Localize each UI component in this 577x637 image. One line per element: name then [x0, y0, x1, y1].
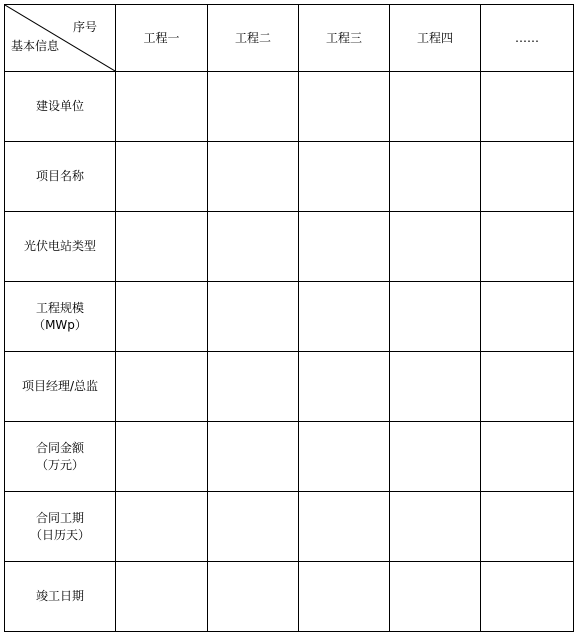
empty-cell: [390, 142, 481, 212]
empty-cell: [481, 492, 574, 562]
empty-cell: [390, 282, 481, 352]
empty-cell: [299, 562, 390, 632]
empty-cell: [299, 142, 390, 212]
empty-cell: [390, 422, 481, 492]
empty-cell: [116, 142, 208, 212]
empty-cell: [208, 352, 299, 422]
row-header-cell: [5, 492, 116, 562]
table-row: [5, 352, 574, 422]
row-label-unit: （万元）: [35, 457, 84, 472]
corner-label-basic-info: 基本信息: [11, 39, 60, 53]
row-label: 建设单位: [35, 99, 84, 113]
empty-cell: [481, 72, 574, 142]
empty-cell: [208, 212, 299, 282]
header-row: [5, 5, 574, 72]
empty-cell: [390, 562, 481, 632]
column-header-1: 工程一: [116, 5, 208, 72]
empty-cell: [299, 422, 390, 492]
empty-cell: [481, 352, 574, 422]
row-header-cell: [5, 352, 116, 422]
row-label: 工程规模: [35, 300, 84, 315]
empty-cell: [208, 282, 299, 352]
empty-cell: [208, 72, 299, 142]
row-label: 项目名称: [35, 169, 84, 183]
corner-label-serial: 序号: [72, 20, 97, 34]
row-header-cell: [5, 142, 116, 212]
empty-cell: [390, 492, 481, 562]
empty-cell: [390, 352, 481, 422]
table-row: [5, 212, 574, 282]
table-row: [5, 72, 574, 142]
row-header-cell: [5, 72, 116, 142]
row-header-cell: [5, 212, 116, 282]
empty-cell: [116, 562, 208, 632]
table-row: [5, 422, 574, 492]
empty-cell: [390, 72, 481, 142]
empty-cell: [299, 282, 390, 352]
empty-cell: [116, 422, 208, 492]
column-header-3: 工程三: [299, 5, 390, 72]
row-header-cell: [5, 282, 116, 352]
empty-cell: [116, 72, 208, 142]
row-label: 合同金额: [35, 440, 84, 455]
corner-header-cell: [5, 5, 116, 72]
empty-cell: [299, 492, 390, 562]
table-body: [5, 72, 574, 632]
table-row: [5, 282, 574, 352]
empty-cell: [208, 142, 299, 212]
empty-cell: [208, 492, 299, 562]
table-row: [5, 492, 574, 562]
empty-cell: [299, 352, 390, 422]
row-header-cell: [5, 562, 116, 632]
row-label: 合同工期: [35, 510, 84, 525]
empty-cell: [116, 212, 208, 282]
empty-cell: [481, 422, 574, 492]
column-header-4: 工程四: [390, 5, 481, 72]
empty-cell: [390, 212, 481, 282]
empty-cell: [299, 212, 390, 282]
empty-cell: [116, 352, 208, 422]
empty-cell: [481, 282, 574, 352]
empty-cell: [481, 562, 574, 632]
table-row: [5, 562, 574, 632]
empty-cell: [208, 562, 299, 632]
row-label-unit: （日历天）: [29, 527, 90, 542]
row-label: 光伏电站类型: [23, 239, 96, 253]
project-info-table: [4, 4, 574, 632]
empty-cell: [481, 212, 574, 282]
table-row: [5, 142, 574, 212]
row-label: 项目经理/总监: [21, 379, 99, 393]
empty-cell: [481, 142, 574, 212]
empty-cell: [208, 422, 299, 492]
row-label: 竣工日期: [35, 589, 84, 603]
empty-cell: [116, 282, 208, 352]
empty-cell: [299, 72, 390, 142]
row-header-cell: [5, 422, 116, 492]
empty-cell: [116, 492, 208, 562]
column-header-2: 工程二: [208, 5, 299, 72]
column-header-more: ……: [481, 5, 574, 72]
row-label-unit: （MWp）: [33, 317, 87, 332]
